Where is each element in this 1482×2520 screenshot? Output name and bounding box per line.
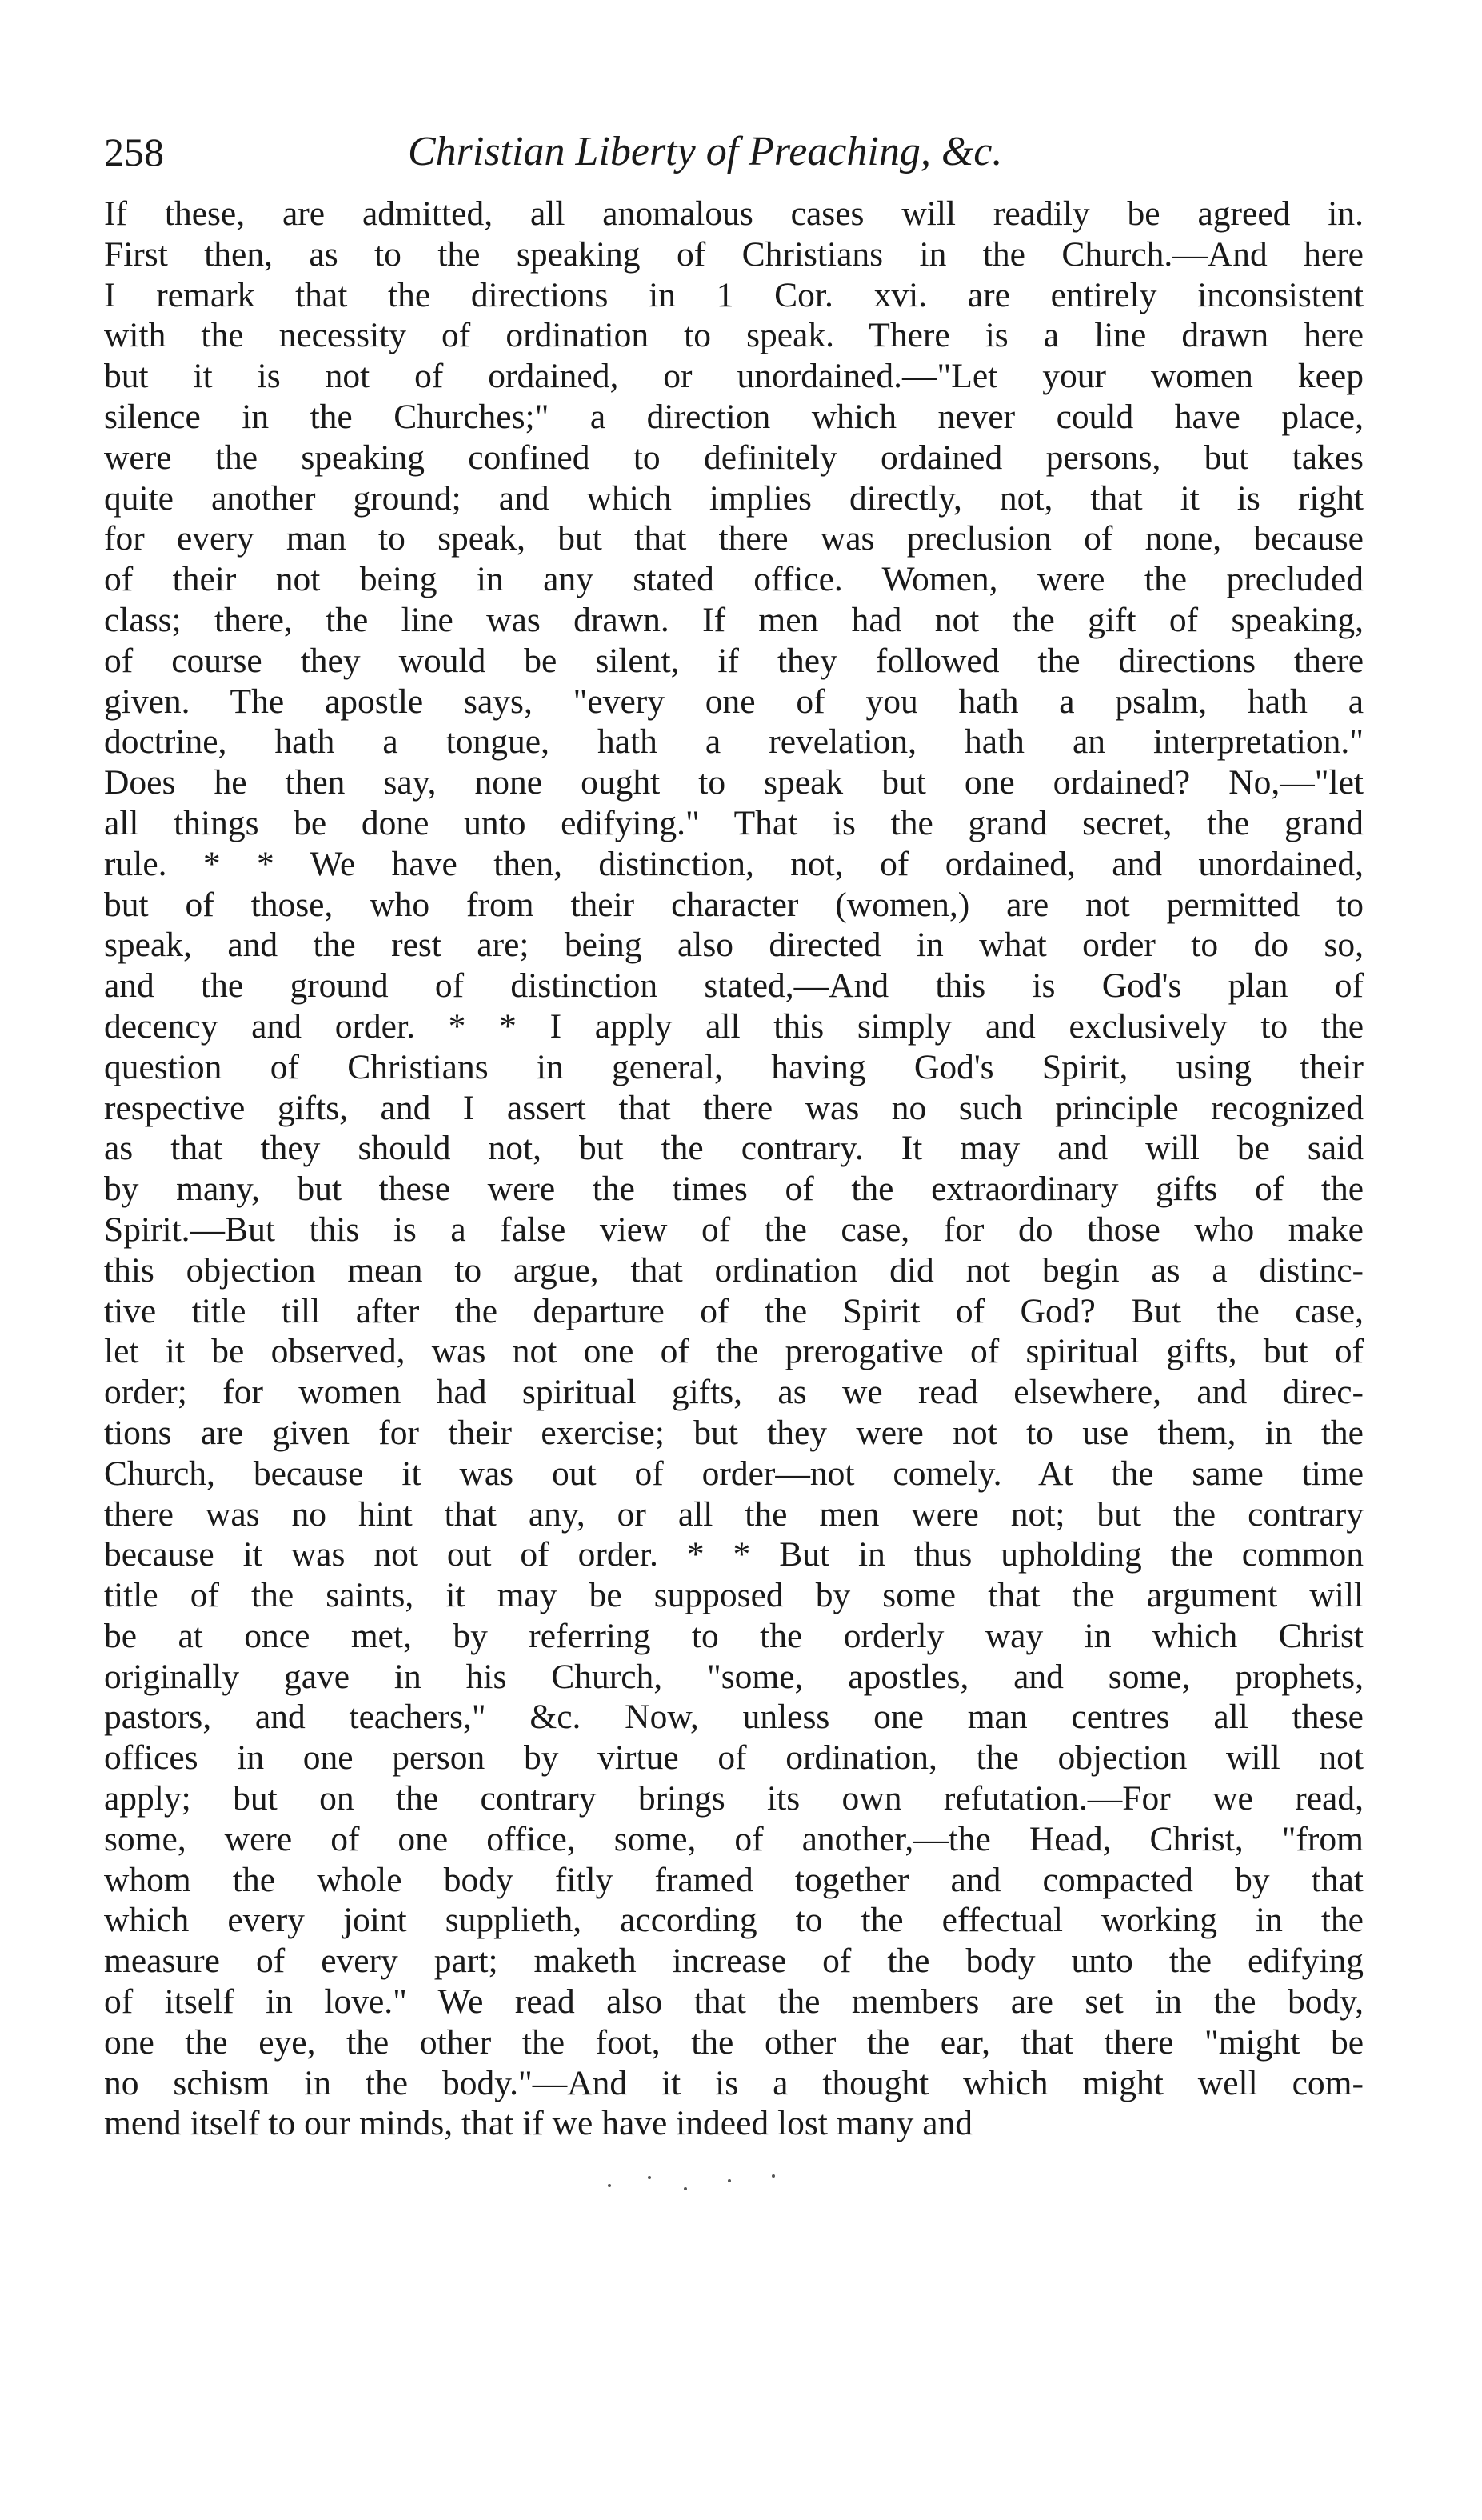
text-line: rule. * * We have then, distinction, not, of ordained, and unordained,	[104, 844, 1364, 883]
text-line: of itself in love." We read also that the members are set in the body,	[104, 1982, 1364, 2022]
text-line: were the speaking confined to definitely ordained persons, but takes	[104, 438, 1364, 477]
text-line: no schism in the body."—And it is a thought which might well com-	[104, 2063, 1364, 2102]
text-line: Church, because it was out of order—not comely. At the same time	[104, 1454, 1364, 1493]
text-line: tive title till after the departure of the Spirit of God? But the case,	[104, 1291, 1364, 1330]
text-line: speak, and the rest are; being also directed in what order to do so,	[104, 926, 1364, 965]
text-line: all things be done unto edifying." That is the grand secret, the grand	[104, 803, 1364, 842]
text-line: class; there, the line was drawn. If men had not the gift of speaking,	[104, 600, 1364, 639]
text-line: If these, are admitted, all anomalous cases will readily be agreed in.	[104, 194, 1364, 233]
text-line: mend itself to our minds, that if we have indeed lost many and	[104, 2104, 973, 2143]
text-line: originally gave in his Church, "some, apostles, and some, prophets,	[104, 1657, 1364, 1696]
text-line: question of Christians in general, having God's Spirit, using their	[104, 1047, 1364, 1086]
page-header	[104, 120, 1352, 184]
text-line: because it was not out of order. * * But in thus upholding the common	[104, 1535, 1364, 1574]
print-speck	[684, 2187, 687, 2190]
text-line: which every joint supplieth, according to the effectual working in the	[104, 1901, 1364, 1940]
text-line: measure of every part; maketh increase of the body unto the edifying	[104, 1942, 1364, 1981]
text-line: doctrine, hath a tongue, hath a revelation, hath an interpretation."	[104, 722, 1364, 762]
body-text	[104, 194, 1364, 2144]
text-line: offices in one person by virtue of ordination, the objection will not	[104, 1738, 1364, 1778]
text-line: title of the saints, it may be supposed by some that the argument will	[104, 1576, 1364, 1615]
text-line: Does he then say, none ought to speak but one ordained? No,—"let	[104, 763, 1364, 802]
text-line: and the ground of distinction stated,—And this is God's plan of	[104, 966, 1364, 1006]
text-line: respective gifts, and I assert that there was no such principle recognized	[104, 1088, 1364, 1127]
text-line: of their not being in any stated office. Women, were the precluded	[104, 560, 1364, 599]
print-speck	[648, 2176, 651, 2179]
text-line: let it be observed, was not one of the prerogative of spiritual gifts, but of	[104, 1332, 1364, 1371]
text-line: silence in the Churches;" a direction which never could have place,	[104, 397, 1364, 436]
text-line: be at once met, by referring to the orderly way in which Christ	[104, 1616, 1364, 1655]
text-line: given. The apostle says, "every one of you hath a psalm, hath a	[104, 682, 1364, 721]
text-line: First then, as to the speaking of Christians in the Church.—And here	[104, 234, 1364, 274]
text-line: whom the whole body fitly framed together and compacted by that	[104, 1860, 1364, 1899]
running-title: Christian Liberty of Preaching, &c.	[408, 129, 1003, 174]
text-line: but of those, who from their character (women,) are not permitted to	[104, 885, 1364, 924]
text-line: quite another ground; and which implies directly, not, that it is right	[104, 478, 1364, 518]
text-line: pastors, and teachers," &c. Now, unless one man centres all these	[104, 1698, 1364, 1737]
text-line: order; for women had spiritual gifts, as we read elsewhere, and direc-	[104, 1373, 1364, 1412]
text-line: there was no hint that any, or all the men were not; but the contrary	[104, 1494, 1364, 1534]
page-number: 258	[104, 130, 164, 174]
print-speck	[608, 2184, 611, 2187]
text-line: one the eye, the other the foot, the other the ear, that there "might be	[104, 2022, 1364, 2062]
text-line: for every man to speak, but that there was preclusion of none, because	[104, 519, 1364, 558]
text-line: tions are given for their exercise; but they were not to use them, in the	[104, 1413, 1364, 1452]
print-speck	[728, 2179, 731, 2182]
print-speck	[772, 2174, 775, 2178]
text-line: by many, but these were the times of the extraordinary gifts of the	[104, 1170, 1364, 1209]
print-specks	[608, 2168, 848, 2216]
text-line: this objection mean to argue, that ordination did not begin as a distinc-	[104, 1250, 1364, 1290]
text-line: but it is not of ordained, or unordained.—"Let your women keep	[104, 357, 1364, 396]
text-line: Spirit.—But this is a false view of the case, for do those who make	[104, 1210, 1364, 1249]
text-line: decency and order. * * I apply all this simply and exclusively to the	[104, 1006, 1364, 1046]
text-line: as that they should not, but the contrary. It may and will be said	[104, 1129, 1364, 1168]
text-line: with the necessity of ordination to speak. There is a line drawn here	[104, 316, 1364, 355]
text-line: some, were of one office, some, of another,—the Head, Christ, "from	[104, 1819, 1364, 1858]
text-line: of course they would be silent, if they followed the directions there	[104, 641, 1364, 680]
text-line: I remark that the directions in 1 Cor. xvi. are entirely inconsistent	[104, 275, 1364, 314]
text-line: apply; but on the contrary brings its own refutation.—For we read,	[104, 1779, 1364, 1818]
